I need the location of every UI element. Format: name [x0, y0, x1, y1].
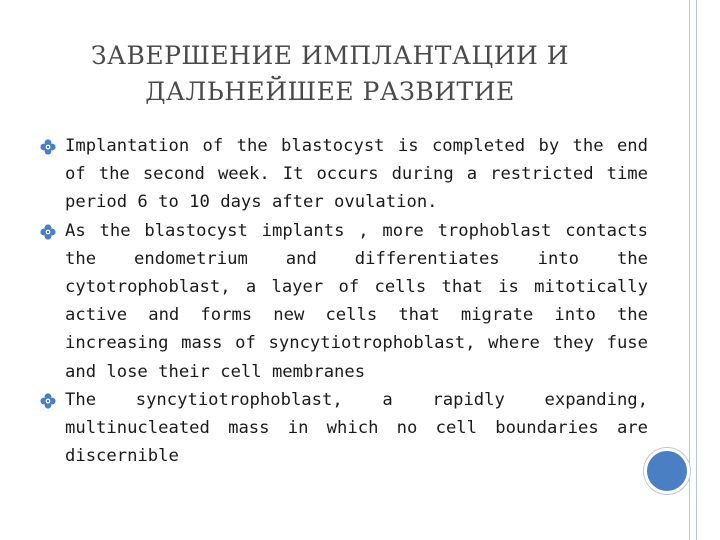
flower-bullet-icon — [40, 393, 56, 409]
bullet-text: As the blastocyst implants , more trophoblast contacts the endometrium and differentiates into the cytotrophoblast, a layer of cells that is mitotically active and forms new cells that migrate into the increasing mass of syncytiotrophoblast, where they fuse and lose their cell membranes — [65, 220, 648, 382]
bullet-item-1 — [40, 132, 648, 217]
decorative-line-right — [696, 0, 697, 540]
decorative-line-left — [689, 0, 690, 540]
decorative-circle-icon — [644, 448, 690, 494]
flower-bullet-icon — [40, 139, 56, 155]
slide-title-line-1: ЗАВЕРШЕНИЕ ИМПЛАНТАЦИИ И — [90, 41, 570, 70]
slide-title — [20, 38, 640, 110]
bullet-text: The syncytiotrophoblast, a rapidly expanding, multinucleated mass in which no cell boundaries are discernible — [65, 389, 648, 467]
bullet-item-3 — [40, 386, 648, 471]
slide-title-line-2: ДАЛЬНЕЙШЕЕ РАЗВИТИЕ — [145, 77, 515, 106]
bullet-text: Implantation of the blastocyst is completed by the end of the second week. It occurs during a restricted time period 6 to 10 days after ovulation. — [65, 136, 648, 213]
bullet-list — [40, 132, 648, 470]
bullet-item-2 — [40, 217, 648, 386]
flower-bullet-icon — [40, 224, 56, 240]
